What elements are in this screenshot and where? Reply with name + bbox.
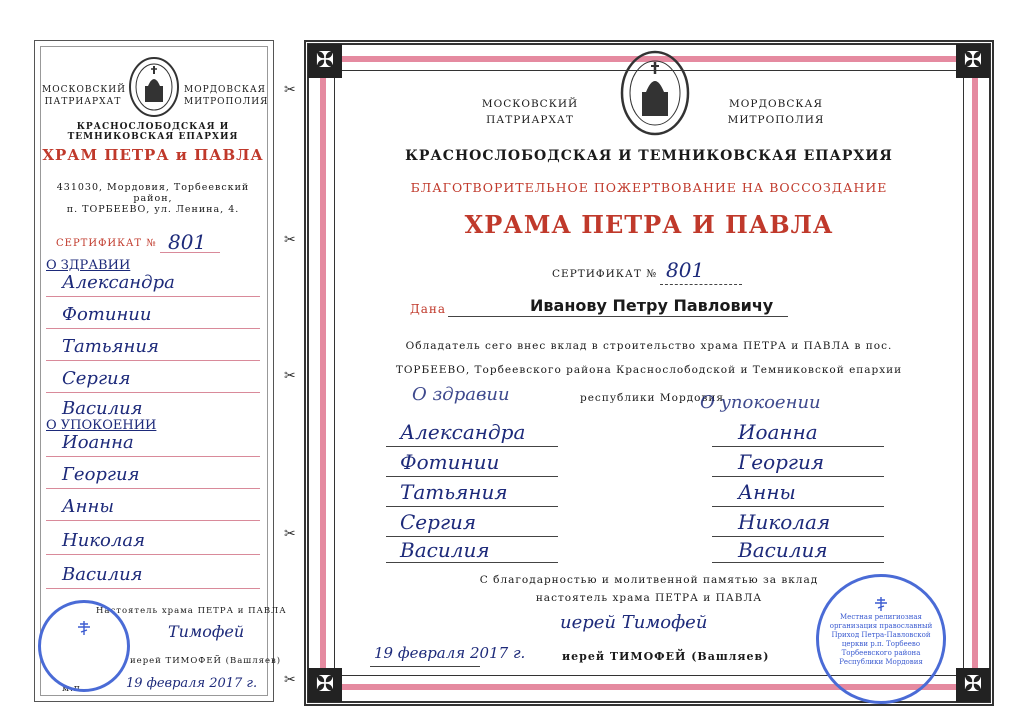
main-cert-label: СЕРТИФИКАТ № [552,268,658,280]
main-church-title: ХРАМА ПЕТРА И ПАВЛА [464,210,834,239]
repose-label: О упокоении [700,392,821,413]
stub-signature: Тимофей [168,622,245,641]
scissors-icon: ✂ [284,82,296,98]
health-name-4: Сергия [400,510,477,534]
main-right-header-2: МИТРОПОЛИЯ [727,114,825,126]
stub-line [46,360,260,361]
stub-line [46,520,260,521]
stub-seal [128,56,180,118]
health-name-3: Татьяния [400,480,508,504]
corner-ornament-icon: ✠ [308,668,342,702]
health-line [386,476,558,477]
main-church-stamp [816,574,946,704]
stub-eparchy: КРАСНОСЛОБОДСКАЯ И ТЕМНИКОВСКАЯ ЕПАРХИЯ [67,122,239,142]
stub-priest: иерей ТИМОФЕЙ (Вашляев) [130,656,282,666]
stub-cert-label: СЕРТИФИКАТ № [56,238,157,249]
health-name-5: Василия [400,538,490,562]
stub-repose-name-2: Георгия [62,464,140,485]
repose-line [712,506,884,507]
repose-line [712,536,884,537]
main-donation-title: БЛАГОТВОРИТЕЛЬНОЕ ПОЖЕРТВОВАНИЕ НА ВОССОЗДАНИЕ [410,180,888,195]
stub-health-name-1: Александра [62,272,175,293]
orthodox-cross-icon [875,597,887,611]
issue-date: 19 февраля 2017 г. [374,644,526,662]
stub-line [46,296,260,297]
body-line-2: ТОРБЕЕВО, Торбеевского района Краснослободской и Темниковской епархии [395,364,903,376]
stub-cert-underline [160,252,220,253]
stub-repose-name-1: Иоанна [62,432,134,453]
corner-ornament-icon: ✠ [956,44,990,78]
stub-repose-label: О УПОКОЕНИИ [46,418,157,433]
recipient-name: Иванову Петру Павловичу [530,296,774,315]
body-line-3: республики Мордовия [580,392,724,404]
orthodox-cross-icon [78,621,90,635]
date-underline [370,666,480,667]
scissors-icon: ✂ [284,368,296,384]
repose-name-1: Иоанна [738,420,818,444]
health-label: О здравии [412,384,510,405]
stub-date: 19 февраля 2017 г. [126,676,258,691]
given-label: Дана [410,302,447,316]
stub-church-title: ХРАМ ПЕТРА и ПАВЛА [42,146,264,164]
stub-line [46,488,260,489]
stub-right-header: МОРДОВСКАЯ МИТРОПОЛИЯ [184,85,269,107]
thanks-line-1: С благодарностью и молитвенной памятью за вклад [479,574,819,586]
stub-line [46,392,260,393]
stub-line [46,456,260,457]
thanks-line-2: настоятель храма ПЕТРА и ПАВЛА [535,592,763,604]
scissors-icon: ✂ [284,672,296,688]
stub-repose-name-3: Анны [62,496,115,517]
stamp-center-text: Местная религиозная организация православный Приход Петра-Павловской церкви р.п. Торбеево Торбеевского района Республики Мордовия [829,613,933,666]
recipient-underline [448,316,788,317]
church-seal-icon [620,50,690,136]
stub-left-header: МОСКОВСКИЙ ПАТРИАРХАТ [42,85,126,107]
cert-number-underline [660,284,742,285]
stub-health-name-4: Сергия [62,368,131,389]
repose-line [712,476,884,477]
corner-ornament-icon: ✠ [956,668,990,702]
health-line [386,446,558,447]
repose-name-2: Георгия [738,450,825,474]
scissors-icon: ✂ [284,232,296,248]
stub-address-line1: 431030, Мордовия, Торбеевский район, [56,182,250,204]
stub-health-name-2: Фотинии [62,304,152,325]
main-seal [620,50,690,136]
stub-health-name-3: Татьяния [62,336,159,357]
health-name-1: Александра [400,420,526,444]
health-line [386,562,558,563]
stub-health-label: О ЗДРАВИИ [46,258,131,273]
stub-address-line2: п. ТОРБЕЕВО, ул. Ленина, 4. [66,204,240,215]
stub-health-name-5: Василия [62,398,143,419]
scissors-icon: ✂ [284,526,296,542]
stub-church-stamp [38,600,130,692]
rector-signature: иерей Тимофей [560,612,708,633]
stub-date-prefix: м.п. [62,684,85,694]
repose-name-4: Николая [738,510,831,534]
stub-repose-name-5: Василия [62,564,143,585]
corner-ornament-icon: ✠ [308,44,342,78]
main-left-header-1: МОСКОВСКИЙ [481,98,579,110]
repose-name-5: Василия [738,538,828,562]
stub-line [46,588,260,589]
stub-line [46,328,260,329]
health-line [386,536,558,537]
main-eparchy: КРАСНОСЛОБОДСКАЯ И ТЕМНИКОВСКАЯ ЕПАРХИЯ [405,148,893,164]
rector-name: иерей ТИМОФЕЙ (Вашляев) [562,650,770,663]
stub-line [46,554,260,555]
church-seal-icon [128,56,180,118]
health-name-2: Фотинии [400,450,500,474]
main-cert-number: 801 [666,258,705,282]
body-line-1: Обладатель сего внес вклад в строительство храма ПЕТРА и ПАВЛА в пос. [405,340,893,352]
repose-line [712,562,884,563]
main-left-header-2: ПАТРИАРХАТ [486,114,574,126]
stub-rector: Настоятель храма ПЕТРА и ПАВЛА [96,606,287,616]
repose-name-3: Анны [738,480,796,504]
health-line [386,506,558,507]
stub-cert-number: 801 [168,230,207,254]
stub-repose-name-4: Николая [62,530,145,551]
main-right-header-1: МОРДОВСКАЯ [729,98,823,110]
repose-line [712,446,884,447]
